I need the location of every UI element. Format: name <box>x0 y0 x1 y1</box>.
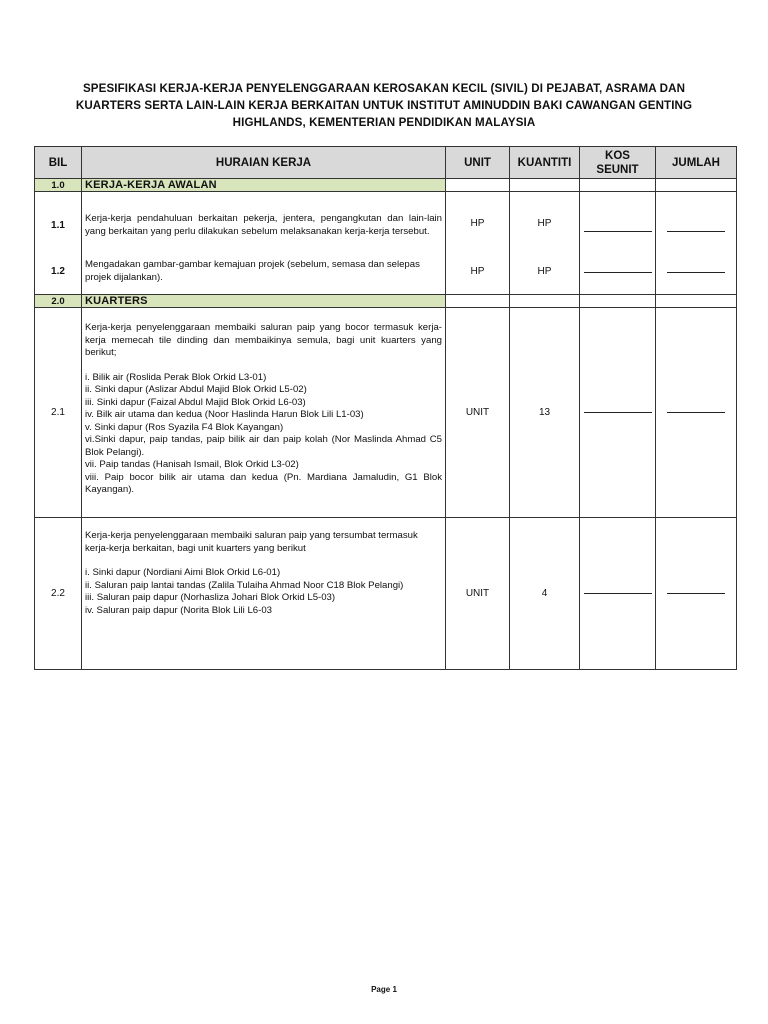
description-line: viii. Paip bocor bilik air utama dan kedua (Pn. Mardiana Jamaludin, G1 Blok Kayangan). <box>85 471 442 495</box>
blank-line <box>667 411 725 413</box>
header-jumlah: JUMLAH <box>656 147 737 179</box>
jumlah-blank <box>656 308 737 518</box>
header-bil: BIL <box>35 147 82 179</box>
spacer <box>85 360 442 372</box>
description-line: i. Sinki dapur (Nordiani Aimi Blok Orkid L6-01) <box>85 567 281 578</box>
description-line: vii. Paip tandas (Hanisah Ismail, Blok Orkid L3-02) <box>85 459 299 470</box>
empty-cell <box>446 179 510 192</box>
jumlah-blank <box>656 192 737 250</box>
empty-cell <box>656 295 737 308</box>
item-description <box>82 518 446 670</box>
description-line: vi.Sinki dapur, paip tandas, paip bilik air dan paip kolah (Nor Maslinda Ahmad C5 Blok Pelangi). <box>85 434 442 458</box>
table-row <box>35 308 737 518</box>
empty-cell <box>656 179 737 192</box>
item-description <box>82 250 446 295</box>
table-row <box>35 518 737 670</box>
blank-line <box>584 271 652 273</box>
description-intro: Kerja-kerja penyelenggaraan membaiki saluran paip yang bocor termasuk kerja-kerja memecah tile dinding dan membaikinya semula, bagi unit kuarters yang berikut; <box>85 322 442 358</box>
item-number: 1.1 <box>35 192 82 250</box>
item-unit: UNIT <box>446 308 510 518</box>
item-unit: HP <box>446 192 510 250</box>
specification-table <box>34 146 737 670</box>
kos-seunit-blank <box>580 518 656 670</box>
header-seunit-line: SEUNIT <box>596 163 639 176</box>
description-line: ii. Sinki dapur (Aslizar Abdul Majid Blok Orkid L5-02) <box>85 384 307 395</box>
blank-line <box>667 271 725 273</box>
kos-seunit-blank <box>580 308 656 518</box>
description-line: i. Bilik air (Roslida Perak Blok Orkid L3-01) <box>85 371 267 383</box>
table-header-row <box>35 147 737 179</box>
empty-cell <box>510 295 580 308</box>
kos-seunit-blank <box>580 192 656 250</box>
item-unit: HP <box>446 250 510 295</box>
blank-line <box>667 592 725 594</box>
document-title <box>40 80 728 131</box>
title-line-2: KUARTERS SERTA LAIN-LAIN KERJA BERKAITAN UNTUK INSTITUT AMINUDDIN BAKI CAWANGAN GENTING <box>75 99 693 112</box>
item-unit: UNIT <box>446 518 510 670</box>
description-line: iii. Sinki dapur (Faizal Abdul Majid Blok Orkid L6-03) <box>85 396 306 408</box>
item-number: 2.2 <box>35 518 82 670</box>
item-description <box>82 308 446 518</box>
table-row <box>35 250 737 295</box>
kos-seunit-blank <box>580 250 656 295</box>
title-line-3: HIGHLANDS, KEMENTERIAN PENDIDIKAN MALAYSIA <box>232 116 536 129</box>
section-number: 2.0 <box>35 295 82 308</box>
description-text: Mengadakan gambar-gambar kemajuan projek (sebelum, semasa dan selepas projek dijalankan). <box>85 259 420 283</box>
description-line: iii. Saluran paip dapur (Norhasliza Johari Blok Orkid L5-03) <box>85 592 336 603</box>
empty-cell <box>446 295 510 308</box>
description-line: iv. Bilk air utama dan kedua (Noor Haslinda Harun Blok Lili L1-03) <box>85 409 364 420</box>
item-number: 2.1 <box>35 308 82 518</box>
empty-cell <box>580 295 656 308</box>
page-footer: Page 1 <box>371 985 397 994</box>
item-quantity: 4 <box>510 518 580 670</box>
header-kuantiti: KUANTITI <box>510 147 580 179</box>
header-kos-seunit <box>580 147 656 179</box>
empty-cell <box>510 179 580 192</box>
item-quantity: HP <box>510 250 580 295</box>
blank-line <box>667 230 725 232</box>
blank-line <box>584 230 652 232</box>
item-description <box>82 192 446 250</box>
table-row <box>35 192 737 250</box>
header-kos-line: KOS <box>605 149 630 162</box>
description-text: Kerja-kerja pendahuluan berkaitan pekerja, jentera, pengangkutan dan lain-lain yang berkaitan yang perlu dilakukan sebelum melaksanakan kerja-kerja tersebut. <box>85 213 442 237</box>
description-line: iv. Saluran paip dapur (Norita Blok Lili L6-03 <box>85 604 272 616</box>
section-row <box>35 295 737 308</box>
description-intro: Kerja-kerja penyelenggaraan membaiki saluran paip yang tersumbat termasuk kerja-kerja berkaitan, bagi unit kuarters yang berikut <box>85 530 418 554</box>
header-unit: UNIT <box>446 147 510 179</box>
spacer <box>85 555 442 567</box>
header-huraian-kerja: HURAIAN KERJA <box>82 147 446 179</box>
section-title: KUARTERS <box>82 295 446 308</box>
item-number: 1.2 <box>35 250 82 295</box>
jumlah-blank <box>656 518 737 670</box>
empty-cell <box>580 179 656 192</box>
item-quantity: 13 <box>510 308 580 518</box>
blank-line <box>584 592 652 594</box>
section-number: 1.0 <box>35 179 82 192</box>
description-line: v. Sinki dapur (Ros Syazila F4 Blok Kayangan) <box>85 421 284 433</box>
jumlah-blank <box>656 250 737 295</box>
title-line-1: SPESIFIKASI KERJA-KERJA PENYELENGGARAAN KEROSAKAN KECIL (SIVIL) DI PEJABAT, ASRAMA DAN <box>82 82 686 95</box>
blank-line <box>584 411 652 413</box>
section-row <box>35 179 737 192</box>
description-line: ii. Saluran paip lantai tandas (Zalila Tulaiha Ahmad Noor C18 Blok Pelangi) <box>85 579 404 591</box>
item-quantity: HP <box>510 192 580 250</box>
section-title: KERJA-KERJA AWALAN <box>82 179 446 192</box>
